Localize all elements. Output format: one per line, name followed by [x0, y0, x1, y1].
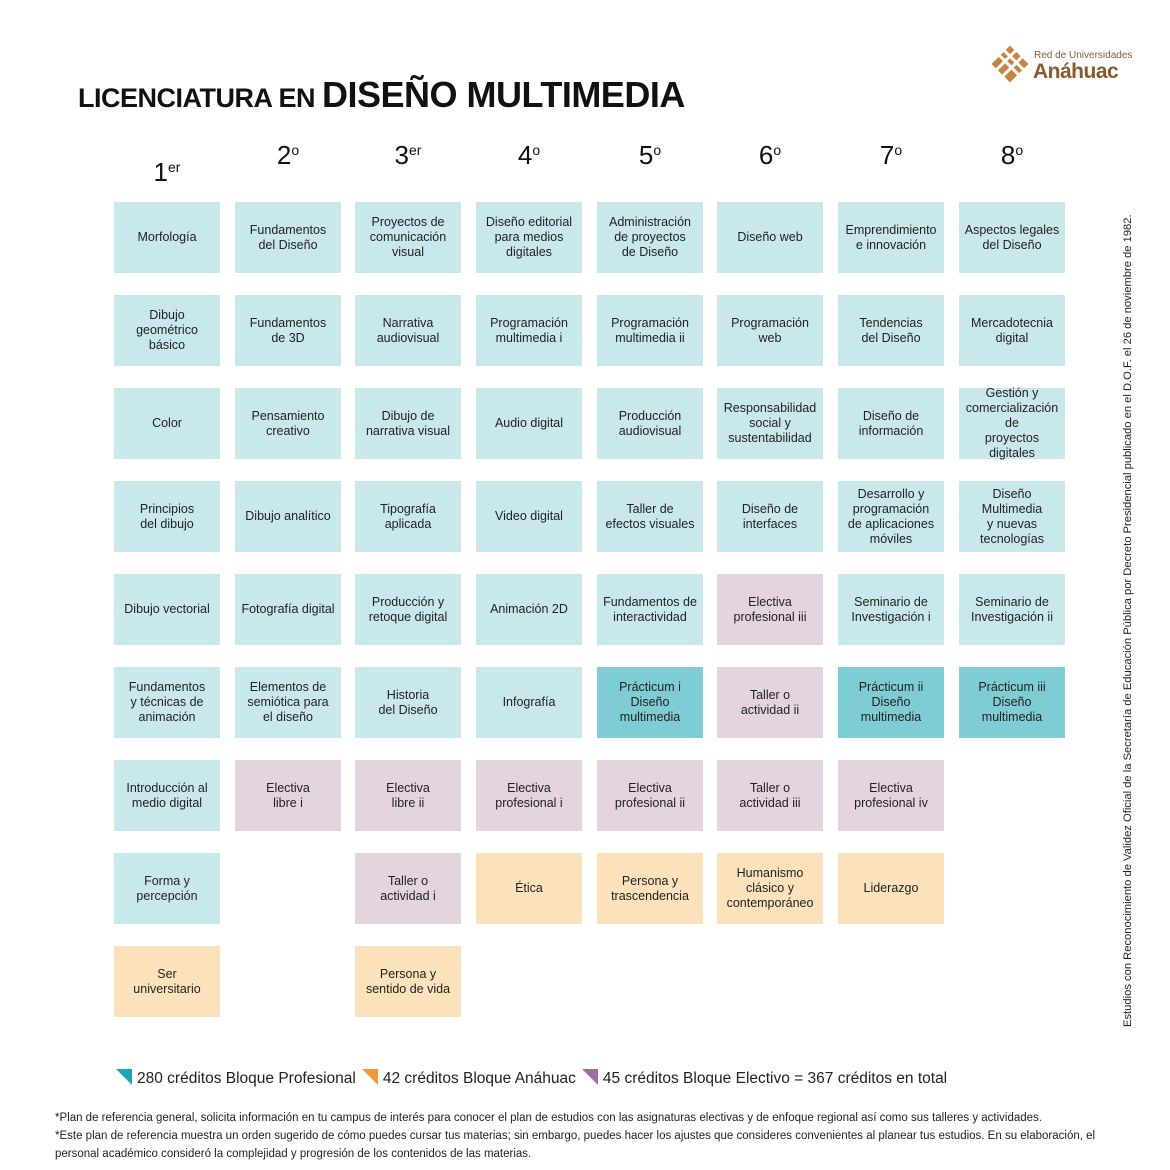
course-cell: Proyectos de comunicación visual [355, 202, 461, 273]
semester-ordinal-suffix: o [773, 142, 782, 158]
credits-legend [116, 1068, 953, 1090]
course-cell: Programación web [717, 295, 823, 366]
course-cell: Color [114, 388, 220, 459]
semester-ordinal-suffix: er [168, 159, 181, 175]
semester-header-8 [959, 140, 1065, 171]
course-cell: Electiva profesional i [476, 760, 582, 831]
legend-profesional: 280 créditos Bloque Profesional [137, 1070, 356, 1087]
page-title [78, 74, 685, 116]
profesional-marker-icon [116, 1069, 132, 1085]
course-cell: Pensamiento creativo [235, 388, 341, 459]
semester-ordinal-suffix: o [653, 142, 662, 158]
course-cell: Fotografía digital [235, 574, 341, 645]
course-cell: Emprendimiento e innovación [838, 202, 944, 273]
course-cell: Prácticum ii Diseño multimedia [838, 667, 944, 738]
course-cell: Ser universitario [114, 946, 220, 1017]
course-cell: Administración de proyectos de Diseño [597, 202, 703, 273]
course-cell: Mercadotecnia digital [959, 295, 1065, 366]
semester-number: 5 [638, 140, 654, 170]
semester-number: 6 [758, 140, 774, 170]
course-cell: Electiva profesional ii [597, 760, 703, 831]
course-cell: Electiva profesional iii [717, 574, 823, 645]
course-cell: Taller de efectos visuales [597, 481, 703, 552]
course-cell: Animación 2D [476, 574, 582, 645]
semester-ordinal-suffix: o [1015, 142, 1024, 158]
course-cell: Taller o actividad i [355, 853, 461, 924]
course-cell: Desarrollo y programación de aplicaciones móviles [838, 481, 944, 552]
course-cell: Elementos de semiótica para el diseño [235, 667, 341, 738]
legend-anahuac: 42 créditos Bloque Anáhuac [382, 1070, 576, 1087]
course-cell: Producción y retoque digital [355, 574, 461, 645]
course-cell: Audio digital [476, 388, 582, 459]
course-cell: Fundamentos y técnicas de animación [114, 667, 220, 738]
course-cell: Forma y percepción [114, 853, 220, 924]
course-cell: Electiva libre i [235, 760, 341, 831]
course-cell: Seminario de Investigación ii [959, 574, 1065, 645]
anahuac-logo [990, 44, 1133, 92]
semester-header-4 [476, 140, 582, 171]
course-cell: Humanismo clásico y contemporáneo [717, 853, 823, 924]
semester-header-5 [597, 140, 703, 171]
course-cell: Diseño web [717, 202, 823, 273]
course-cell: Gestión y comercialización de proyectos digitales [959, 388, 1065, 459]
course-cell: Producción audiovisual [597, 388, 703, 459]
course-cell: Video digital [476, 481, 582, 552]
legal-note-vertical: Estudios con Reconocimiento de Validez Oficial de la Secretaría de Educación Pública por Decreto Presidencial publicado en el D.O.F. el 26 de noviembre de 1982. [1122, 214, 1134, 1027]
course-cell: Infografía [476, 667, 582, 738]
course-cell: Fundamentos de 3D [235, 295, 341, 366]
semester-header-6 [717, 140, 823, 171]
course-cell: Taller o actividad ii [717, 667, 823, 738]
course-cell: Taller o actividad iii [717, 760, 823, 831]
semester-number: 2 [276, 140, 292, 170]
footnote-1: *Plan de referencia general, solicita información en tu campus de interés para conocer el plan de estudios con las asignaturas electivas y de enfoque regional así como sus talleres y actividades. [55, 1112, 1043, 1124]
course-cell: Fundamentos del Diseño [235, 202, 341, 273]
course-cell: Diseño de interfaces [717, 481, 823, 552]
semester-header-2 [235, 140, 341, 171]
semester-number: 7 [879, 140, 895, 170]
semester-number: 1 [153, 157, 168, 187]
course-cell: Electiva profesional iv [838, 760, 944, 831]
course-cell: Seminario de Investigación i [838, 574, 944, 645]
course-cell: Morfología [114, 202, 220, 273]
course-cell: Programación multimedia ii [597, 295, 703, 366]
title-prefix: LICENCIATURA EN [78, 83, 322, 113]
footnote-2: *Este plan de referencia muestra un orden sugerido de cómo puedes cursar tus materias; sin embargo, puedes hacer los ajustes que consideres convenientes al planear tus estudios. En su elaboración, el personal académico consideró la complejidad y progresión de los contenidos de las materias. [55, 1130, 1096, 1160]
course-cell: Dibujo vectorial [114, 574, 220, 645]
semester-ordinal-suffix: o [532, 142, 541, 158]
semester-ordinal-suffix: o [894, 142, 903, 158]
course-cell: Fundamentos de interactividad [597, 574, 703, 645]
course-cell: Ética [476, 853, 582, 924]
course-cell: Responsabilidad social y sustentabilidad [717, 388, 823, 459]
legend-electivo: 45 créditos Bloque Electivo = 367 créditos en total [602, 1070, 948, 1087]
logo-network-label: Red de Universidades [1034, 50, 1133, 61]
semester-number: 8 [1000, 140, 1016, 170]
course-cell: Persona y sentido de vida [355, 946, 461, 1017]
course-cell: Introducción al medio digital [114, 760, 220, 831]
course-cell: Prácticum iii Diseño multimedia [959, 667, 1065, 738]
course-cell: Diseño editorial para medios digitales [476, 202, 582, 273]
course-cell: Dibujo geométrico básico [114, 295, 220, 366]
semester-number: 3 [394, 140, 409, 170]
course-cell: Dibujo de narrativa visual [355, 388, 461, 459]
semester-header-1 [114, 157, 220, 188]
course-cell: Narrativa audiovisual [355, 295, 461, 366]
semester-ordinal-suffix: er [409, 142, 422, 158]
course-cell: Programación multimedia i [476, 295, 582, 366]
course-cell: Diseño Multimedia y nuevas tecnologías [959, 481, 1065, 552]
course-cell: Diseño de información [838, 388, 944, 459]
logo-university-label: Anáhuac [1033, 60, 1119, 83]
course-cell: Historia del Diseño [355, 667, 461, 738]
title-program: DISEÑO MULTIMEDIA [322, 74, 685, 115]
course-cell: Tipografía aplicada [355, 481, 461, 552]
course-cell: Principios del dibujo [114, 481, 220, 552]
semester-ordinal-suffix: o [291, 142, 300, 158]
course-cell: Electiva libre ii [355, 760, 461, 831]
course-cell: Liderazgo [838, 853, 944, 924]
semester-header-7 [838, 140, 944, 171]
anahuac-logo-mark-icon [990, 44, 1030, 84]
course-cell: Aspectos legales del Diseño [959, 202, 1065, 273]
anahuac-marker-icon [362, 1069, 378, 1085]
course-cell: Dibujo analítico [235, 481, 341, 552]
course-cell: Prácticum i Diseño multimedia [597, 667, 703, 738]
electivo-marker-icon [582, 1069, 598, 1085]
semester-number: 4 [517, 140, 533, 170]
course-cell: Tendencias del Diseño [838, 295, 944, 366]
course-cell: Persona y trascendencia [597, 853, 703, 924]
semester-header-3 [355, 140, 461, 171]
